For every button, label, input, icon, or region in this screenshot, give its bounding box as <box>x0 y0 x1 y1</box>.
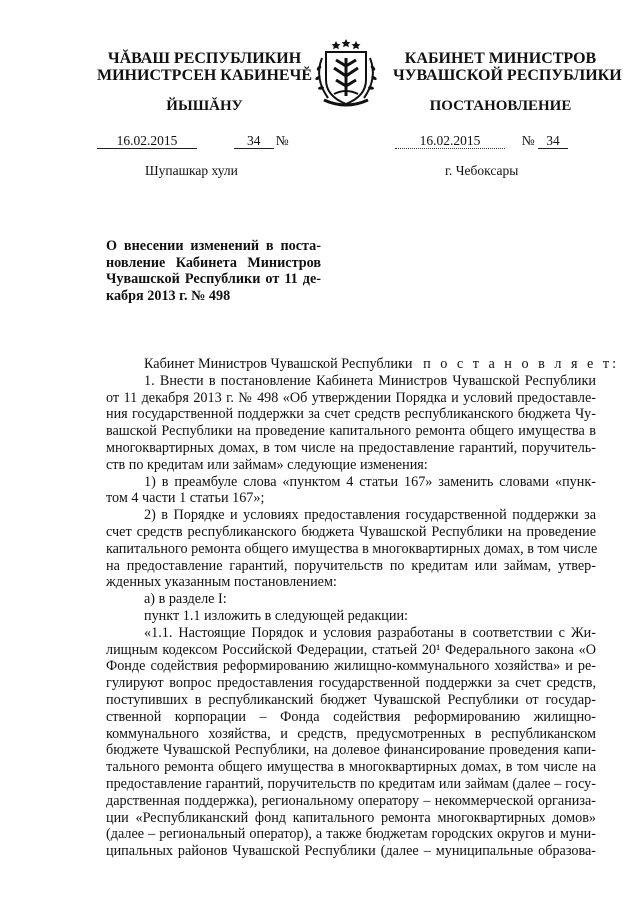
body-line: бюджете Чувашской Республики, на долевое финансирование проведения капи- <box>106 742 596 759</box>
subject-line: О внесении изменений в поста- <box>106 238 321 254</box>
body-line: тального ремонта общего имущества в многоквартирных домах, в том числе на <box>106 759 596 776</box>
body-line: гулируют вопрос предоставления государственной поддержки за счет средств, <box>106 675 596 692</box>
body-line: ципальных районов Чувашской Республики (далее – муниципальные образова- <box>106 843 596 860</box>
document-body <box>106 356 620 860</box>
body-line: ции «Республиканский фонд капитального ремонта многоквартирных домов» <box>106 809 596 826</box>
body-line: поступивших в республиканский бюджет Чувашской Республики от государ- <box>106 691 596 708</box>
body-line: ственной корпорации – Фонда содействия реформированию жилищно- <box>106 708 596 725</box>
number-sign-left: № <box>275 133 289 148</box>
date-left: 16.02.2015 <box>97 134 197 149</box>
body-line: вашской Республики на проведение капитального ремонта общего имущества в <box>106 423 596 440</box>
body-line: от 11 декабря 2013 г. № 498 «Об утверждении Порядка и условий предоставле- <box>106 389 596 406</box>
number-sign-right: № <box>521 133 535 148</box>
body-line: том 4 части 1 статьи 167»; <box>106 490 265 507</box>
resolves-text: п о с т а н о в л я е т: <box>423 356 620 372</box>
body-line: жденных указанным постановлением: <box>106 574 337 591</box>
body-line: ния государственной поддержки за счет средств республиканского бюджета Чу- <box>106 406 596 423</box>
body-lead-line <box>106 356 620 373</box>
body-line: Фонде содействия реформированию жилищно-коммунального хозяйства» и ре- <box>106 658 596 675</box>
place-chuvash: Шупашкар хули <box>145 163 238 178</box>
body-line: счет средств республиканского бюджета Чувашской Республики на проведение <box>106 523 596 540</box>
body-line: лищным кодексом Российской Федерации, статьей 20¹ Федерального закона «О <box>106 641 596 658</box>
body-line: на предоставление гарантий, поручительств по кредитам или займам, утвер- <box>106 557 596 574</box>
body-line: (далее – региональный оператор), а также бюджетам городских округов и муни- <box>106 826 596 843</box>
body-line: а) в разделе I: <box>144 591 227 608</box>
header-right-line-1: КАБИНЕТ МИНИСТРОВ <box>404 50 597 67</box>
body-line: коммунального хозяйства, и средств, предусмотренных в республиканском <box>106 725 596 742</box>
subject-line: Чувашской Республики от 11 де- <box>106 271 321 287</box>
body-line: пункт 1.1 изложить в следующей редакции: <box>144 607 408 624</box>
body-line: «1.1. Настоящие Порядок и условия разработаны в соответствии с Жи- <box>144 624 596 641</box>
doc-type-russian: ПОСТАНОВЛЕНИЕ <box>429 98 572 114</box>
subject-title <box>106 238 321 304</box>
doc-type-chuvash: ЙЫШĂНУ <box>166 98 243 114</box>
subject-line: кабря 2013 г. № 498 <box>106 287 231 304</box>
header-chuvash-authority <box>97 50 312 84</box>
header-russian-authority <box>393 50 622 84</box>
lead-text: Кабинет Министров Чувашской Республики <box>144 356 413 372</box>
date-right: 16.02.2015 <box>395 134 505 149</box>
header-left-line-2: МИНИСТРСЕН КАБИНЕЧĔ <box>97 67 313 84</box>
body-line: многоквартирных домах, в том числе на предоставление гарантий, поручитель- <box>106 439 596 456</box>
dateline-right <box>395 133 568 149</box>
subject-line: новление Кабинета Министров <box>106 254 321 271</box>
body-line: 1) в преамбуле слова «пунктом 4 статьи 167» заменить словами «пунк- <box>144 473 596 490</box>
body-line: 1. Внести в постановление Кабинета Министров Чувашской Республики <box>144 372 596 389</box>
body-line: капитального ремонта общего имущества в многоквартирных домах, в том числе <box>106 540 598 557</box>
place-russian: г. Чебоксары <box>445 163 519 178</box>
body-line: дарственная поддержка), региональному оператору – некоммерческой организа- <box>106 792 596 809</box>
header-left-line-1: ЧĂВАШ РЕСПУБЛИКИН <box>107 50 302 67</box>
dateline-left <box>97 133 289 149</box>
number-left: 34 <box>234 134 274 149</box>
body-line: ств по кредитам или займам» следующие изменения: <box>106 456 428 473</box>
number-right: 34 <box>538 134 568 149</box>
body-line: 2) в Порядке и условиях предоставления государственной поддержки за <box>144 507 596 524</box>
header-right-line-2: ЧУВАШСКОЙ РЕСПУБЛИКИ <box>393 67 622 84</box>
body-line: предоставление гарантий, поручительств по кредитам или займам (далее – госу- <box>106 775 596 792</box>
coat-of-arms-emblem <box>306 38 386 108</box>
